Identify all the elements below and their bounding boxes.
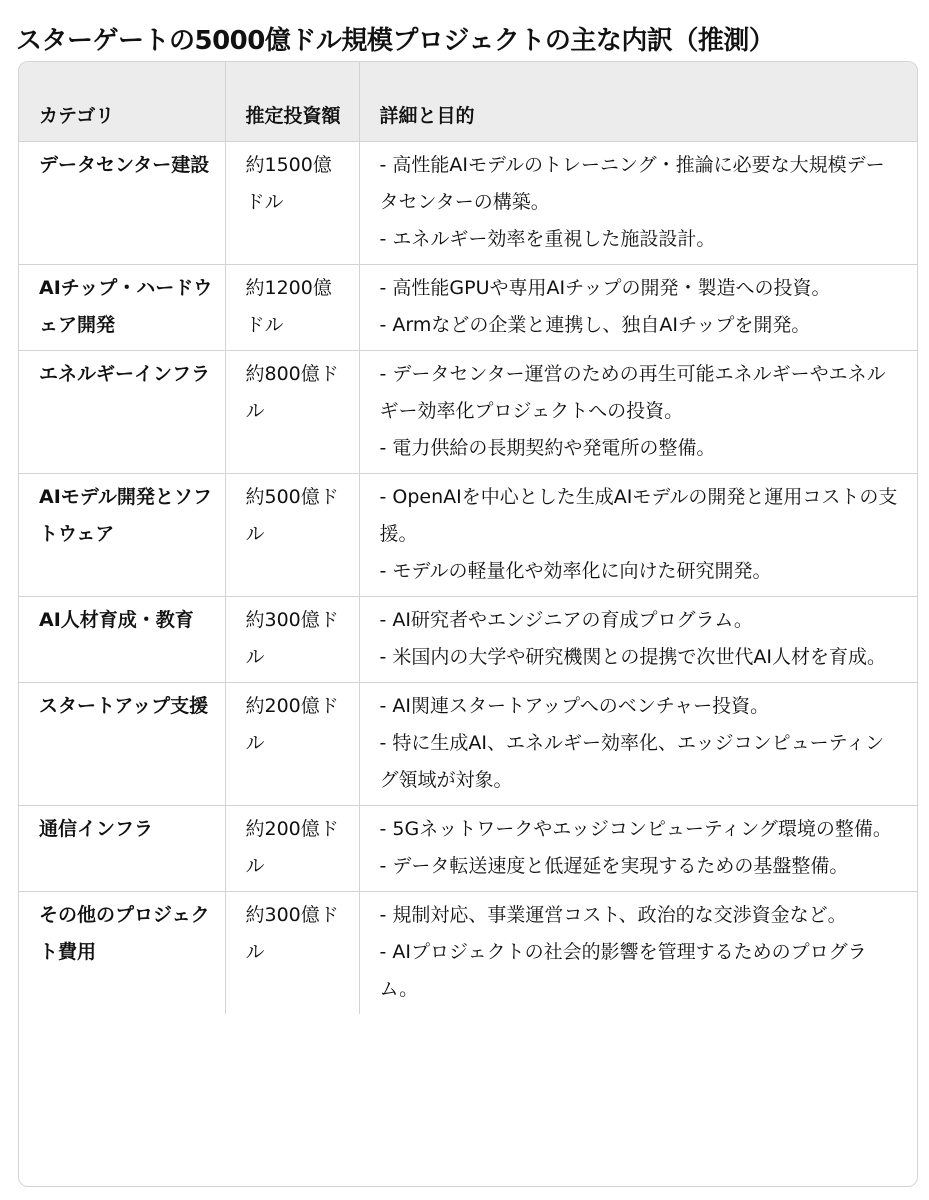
details-cell — [359, 264, 917, 350]
breakdown-table-container — [18, 61, 918, 1187]
table-row — [19, 473, 917, 596]
detail-line: - AIプロジェクトの社会的影響を管理するためのプログラム。 — [379, 940, 867, 1000]
detail-line: - AI研究者やエンジニアの育成プログラム。 — [379, 608, 753, 631]
category-cell: 通信インフラ — [19, 805, 225, 891]
category-cell: エネルギーインフラ — [19, 350, 225, 473]
detail-line: - 高性能GPUや専用AIチップの開発・製造への投資。 — [379, 276, 831, 299]
header-details: 詳細と目的 — [359, 62, 917, 141]
amount-cell: 約1500億ドル — [225, 141, 359, 264]
page-title: スターゲートの5000億ドル規模プロジェクトの主な内訳（推測） — [16, 26, 775, 57]
amount-cell: 約200億ドル — [225, 805, 359, 891]
category-cell: AIモデル開発とソフトウェア — [19, 473, 225, 596]
detail-line: - データセンター運営のための再生可能エネルギーやエネルギー効率化プロジェクトへの投資。 — [379, 362, 886, 422]
table-header-row — [19, 62, 917, 141]
amount-cell: 約300億ドル — [225, 596, 359, 682]
detail-line: - モデルの軽量化や効率化に向けた研究開発。 — [379, 559, 772, 582]
category-cell: AI人材育成・教育 — [19, 596, 225, 682]
detail-line: - 高性能AIモデルのトレーニング・推論に必要な大規模データセンターの構築。 — [379, 153, 885, 213]
detail-line: - データ転送速度と低遅延を実現するための基盤整備。 — [379, 854, 849, 877]
details-cell — [359, 682, 917, 805]
detail-line: - AI関連スタートアップへのベンチャー投資。 — [379, 694, 770, 717]
detail-line: - 規制対応、事業運営コスト、政治的な交渉資金など。 — [379, 903, 847, 926]
category-cell: スタートアップ支援 — [19, 682, 225, 805]
detail-line: - Armなどの企業と連携し、独自AIチップを開発。 — [379, 313, 811, 336]
amount-cell: 約800億ドル — [225, 350, 359, 473]
header-amount: 推定投資額 — [225, 62, 359, 141]
detail-line: - 米国内の大学や研究機関との提携で次世代AI人材を育成。 — [379, 645, 886, 668]
category-cell: その他のプロジェクト費用 — [19, 891, 225, 1014]
detail-line: - 電力供給の長期契約や発電所の整備。 — [379, 436, 716, 459]
detail-line: - 5Gネットワークやエッジコンピューティング環境の整備。 — [379, 817, 892, 840]
detail-line: - 特に生成AI、エネルギー効率化、エッジコンピューティング領域が対象。 — [379, 731, 885, 791]
header-category: カテゴリ — [19, 62, 225, 141]
table-row — [19, 264, 917, 350]
details-cell — [359, 891, 917, 1014]
category-cell: データセンター建設 — [19, 141, 225, 264]
amount-cell: 約300億ドル — [225, 891, 359, 1014]
details-cell — [359, 596, 917, 682]
table-row — [19, 350, 917, 473]
details-cell — [359, 805, 917, 891]
table-row — [19, 596, 917, 682]
table-row — [19, 682, 917, 805]
amount-cell: 約500億ドル — [225, 473, 359, 596]
table-row — [19, 141, 917, 264]
detail-line: - OpenAIを中心とした生成AIモデルの開発と運用コストの支援。 — [379, 485, 898, 545]
amount-cell: 約200億ドル — [225, 682, 359, 805]
details-cell — [359, 350, 917, 473]
category-cell: AIチップ・ハードウェア開発 — [19, 264, 225, 350]
amount-cell: 約1200億ドル — [225, 264, 359, 350]
details-cell — [359, 141, 917, 264]
details-cell — [359, 473, 917, 596]
detail-line: - エネルギー効率を重視した施設設計。 — [379, 227, 716, 250]
table-row — [19, 805, 917, 891]
table-row — [19, 891, 917, 1014]
breakdown-table — [19, 62, 917, 1014]
